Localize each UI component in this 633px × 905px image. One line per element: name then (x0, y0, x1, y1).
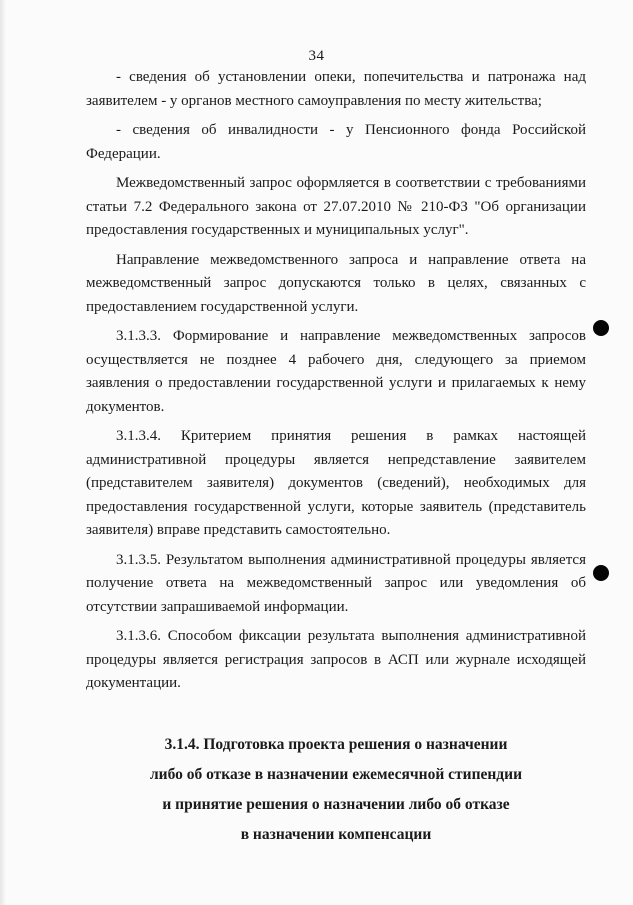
page-number: 34 (308, 48, 325, 64)
paragraph-request-purpose: Направление межведомственного запроса и направление ответа на межведомственный запрос допускаются только в целях, связанных с предоставлением государственной услуги. (86, 251, 586, 315)
document-body (86, 66, 586, 850)
page-edge-shadow (0, 0, 6, 905)
section-heading-3-1-4 (86, 730, 586, 850)
heading-line: 3.1.4. Подготовка проекта решения о назначении (164, 735, 508, 753)
paragraph-guardianship-info: - сведения об установлении опеки, попечительства и патронажа над заявителем - у органов местного самоуправления по месту жительства; (86, 69, 586, 109)
heading-line: и принятие решения о назначении либо об отказе (162, 795, 510, 813)
paragraph-3-1-3-3: 3.1.3.3. Формирование и направление межведомственных запросов осуществляется не позднее 4 рабочего дня, следующего за приемом заявления о предоставлении государственной услуги и прилагаемых к нему документов. (86, 328, 586, 415)
heading-line: либо об отказе в назначении ежемесячной стипендии (149, 765, 523, 783)
paragraph-3-1-3-5: 3.1.3.5. Результатом выполнения административной процедуры является получение ответа на межведомственный запрос или уведомления об отсутствии запрашиваемой информации. (86, 551, 586, 615)
paragraph-3-1-3-6: 3.1.3.6. Способом фиксации результата выполнения административной процедуры является регистрация запросов в АСП или журнале исходящей документации. (86, 628, 586, 691)
paragraph-interagency-request-format: Межведомственный запрос оформляется в соответствии с требованиями статьи 7.2 Федерального закона от 27.07.2010 № 210-ФЗ "Об организации предоставления государственных и муниципальных услуг". (86, 175, 586, 238)
paragraph-3-1-3-4: 3.1.3.4. Критерием принятия решения в рамках настоящей административной процедуры является непредставление заявителем (представителем заявителя) документов (сведений), необходимых для предоставления государственной услуги, которые заявитель (представитель заявителя) вправе представить самостоятельно. (86, 428, 586, 538)
binder-hole-upper (593, 320, 609, 336)
binder-hole-lower (593, 565, 609, 581)
paragraph-disability-info: - сведения об инвалидности - у Пенсионного фонда Российской Федерации. (86, 122, 586, 162)
heading-line: в назначении компенсации (240, 825, 432, 843)
